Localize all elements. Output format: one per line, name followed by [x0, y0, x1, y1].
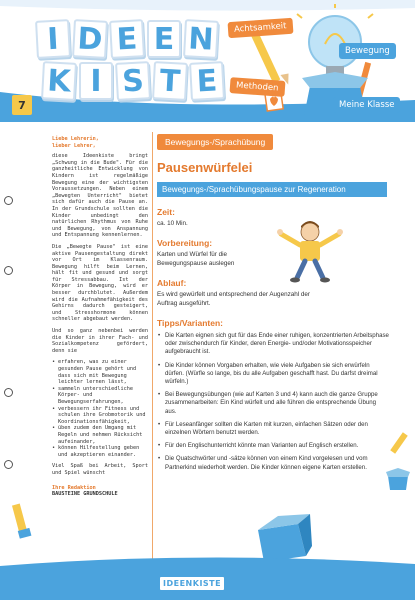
page-number-badge: 7: [12, 95, 32, 115]
list-item: • üben zudem den Umgang mit Regeln und nehmen Rücksicht aufeinander,: [52, 425, 148, 445]
letter-signature-publication: BAUSTEINE GRUNDSCHULE: [52, 491, 118, 498]
tips-list: [157, 332, 389, 472]
activity-content: [157, 132, 397, 477]
binder-hole: [4, 266, 13, 275]
logo-letter: E: [189, 61, 225, 101]
section-text-ablauf: Es wird gewürfelt und entsprechend der Augenzahl der Auftrag ausgeführt.: [157, 291, 310, 307]
column-divider: [152, 132, 153, 562]
logo-letter: I: [79, 62, 113, 100]
section-text-vorbereitung: Karten und Würfel für die Bewegungspause auslegen: [157, 251, 235, 267]
logo-letter: E: [147, 20, 181, 58]
page-header: [0, 0, 415, 122]
section-text-zeit: ca. 10 Min.: [157, 220, 188, 227]
tag-methoden: Methoden: [230, 77, 285, 97]
section-heading-vorbereitung: Vorbereitung:: [157, 238, 213, 249]
pencil-icon: [388, 430, 412, 460]
section-heading-zeit: Zeit:: [157, 207, 175, 217]
letter-bullet-list: [52, 359, 148, 458]
list-item: • Die Quatschwörter und -sätze können von einem Kind vorgelesen und vom Partnerkind wiederholt werden. Die Kinder können eigene Karten erstellen.: [157, 455, 389, 471]
footer-logo: IDEENKISTE: [160, 577, 224, 590]
section-heading-ablauf: Ablauf:: [157, 278, 187, 289]
logo-letter: T: [152, 61, 188, 101]
category-banner: Bewegungs-/Sprachübung: [157, 134, 273, 150]
tag-achtsamkeit: Achtsamkeit: [228, 18, 293, 38]
binder-hole: [4, 196, 13, 205]
tag-bewegung: Bewegung: [339, 43, 396, 59]
logo-letter: D: [72, 19, 108, 59]
list-item: • verbessern ihr Fitness und schulen ihre Grobmotorik und Koordinationsfähigkeit,: [52, 406, 148, 426]
logo-row-top: [36, 20, 218, 58]
letter-signature: Ihre Redaktion: [52, 484, 96, 491]
letter-paragraph: Die „Bewegte Pause" ist eine aktive Pausengestaltung direkt vor Ort im Klassenraum. Bewegung hilft beim Lernen, hält fit und gesund und sorgt für Stressabbau. Ist der Körper in Bewegung, wird er besser durchblutet. Außerdem wird die Aufnahmefähigkeit des Gehirns dadurch gesteigert, und Stresshormone können schneller abgebaut werden.: [52, 243, 148, 323]
letter-paragraph: Und so ganz nebenbei werden die Kinder in ihrer Fach- und Sozialkompetenz gefördert, denn sie: [52, 328, 148, 354]
binder-hole: [4, 460, 13, 469]
logo-letter: N: [183, 19, 219, 59]
ruler-icon: [10, 500, 36, 542]
list-item: • können Hilfestellung geben und akzeptieren einander.: [52, 445, 148, 458]
logo-row-bottom: [42, 62, 224, 100]
list-item: • sammeln unterschiedliche Körper- und Bewegungserfahrungen,: [52, 386, 148, 406]
subtitle-banner: Bewegungs-/Sprachübungspause zur Regeneration: [157, 182, 387, 197]
binder-hole: [4, 388, 13, 397]
tag-meine-klasse: Meine Klasse: [333, 97, 400, 113]
list-item: • Bei Bewegungsübungen (wie auf Karten 3 und 4) kann auch die ganze Gruppe zusammenarbeiten: Ein Kind würfelt und alle führen die entsprechende Übung aus.: [157, 391, 389, 416]
logo-letter: E: [109, 19, 145, 59]
list-item: • Für den Englischunterricht könnte man Varianten auf Englisch erstellen.: [157, 442, 389, 450]
section-heading-tipps: Tipps/Varianten:: [157, 318, 223, 329]
letter-greeting: Liebe Lehrerin, lieber Lehrer,: [52, 136, 99, 149]
page-title: Pausenwürfelei: [157, 160, 253, 175]
footer-wave: [0, 554, 415, 568]
page-footer: [0, 566, 415, 600]
child-figure-icon: [275, 218, 345, 284]
gift-box-icon: [384, 466, 412, 492]
list-item: • Die Kinder können Vorgaben erhalten, wie viele Aufgaben sie sich erwürfeln dürfen. (Würfle so lange, bis du alle Aufgaben geschafft hast. Du darfst dreimal würfeln.): [157, 362, 389, 387]
editorial-letter: [52, 136, 148, 498]
logo-letter: K: [41, 61, 77, 101]
list-item: • erfahren, was zu einer gesunden Pause gehört und dass sich mit Bewegung leichter lernen lässt,: [52, 359, 148, 385]
logo-letter: S: [115, 61, 151, 101]
list-item: • Für Leseanfänger sollten die Karten mit kurzen, einfachen Sätzen oder den einzelnen Wörtern benutzt werden.: [157, 421, 389, 437]
letter-closing: Viel Spaß bei Arbeit, Sport und Spiel wünscht: [52, 463, 148, 476]
list-item: • Die Karten eignen sich gut für das Ende einer ruhigen, konzentrierten Arbeitsphase oder zwischendurch für Kinder, deren Energie- und/oder Motivationsspeicher aufgebraucht ist.: [157, 332, 389, 357]
logo-letter: I: [35, 19, 71, 59]
letter-paragraph: diese Ideenkiste bringt „Schwung in die Bude". Für die ganzheitliche Entwicklung von Kindern ist regelmäßige Bewegung eine der wichtigsten Voraussetzungen. Neben einem „Bewegten Unterricht" bietet sich dafür auch die Pause an. In der Grundschule sollten die Kinder unbedingt den natürlichen Rhythmus von Ruhe und Bewegung, von Anspannung und Entspannung kennenlernen.: [52, 153, 148, 239]
